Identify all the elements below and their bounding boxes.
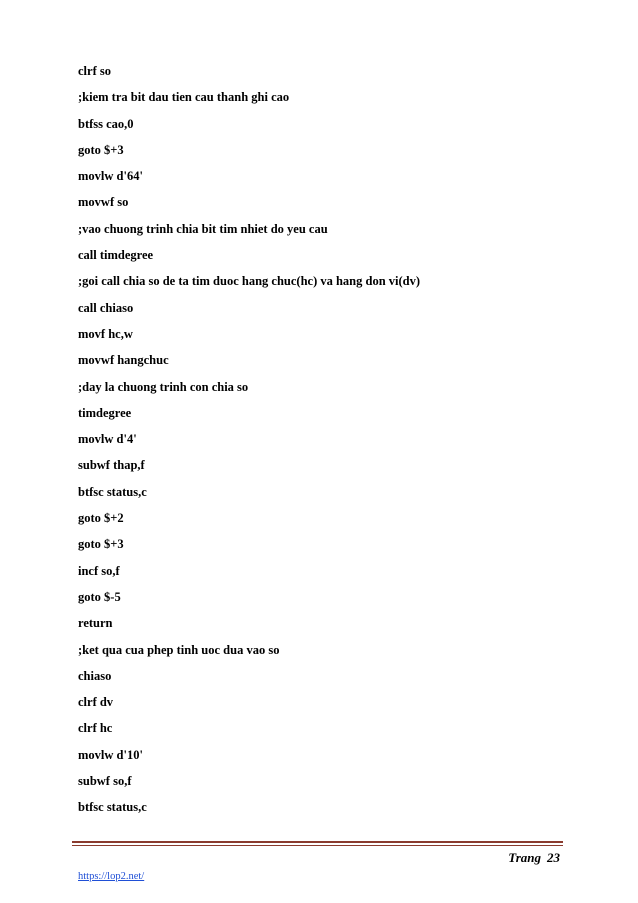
code-line: call timdegree [78,248,154,263]
page-label: Trang [508,850,541,865]
code-line: return [78,616,113,631]
code-line: btfsc status,c [78,484,147,499]
code-line: subwf so,f [78,774,132,789]
code-comment: ;ket qua cua phep tinh uoc dua vao so [78,642,280,657]
code-line: movf hc,w [78,326,133,341]
page-number-value: 23 [547,850,560,865]
code-comment: ;goi call chia so de ta tim duoc hang chuc(hc) va hang don vi(dv) [78,274,421,289]
code-comment: ;vao chuong trinh chia bit tim nhiet do yeu cau [78,221,328,236]
code-line: btfss cao,0 [78,116,134,131]
code-comment: ;day la chuong trinh con chia so [78,379,249,394]
code-line: movlw d'4' [78,432,137,447]
code-label: chiaso [78,668,112,683]
code-line: goto $-5 [78,589,121,604]
code-line: clrf so [78,64,111,78]
footer-divider-thick [72,841,563,843]
code-listing [78,58,420,821]
code-comment: ;kiem tra bit dau tien cau thanh ghi cao [78,90,290,105]
code-label: timdegree [78,405,132,420]
code-line: btfsc status,c [78,800,147,815]
code-line: goto $+3 [78,537,124,552]
source-link[interactable]: https://lop2.net/ [78,871,145,882]
code-line: movwf hangchuc [78,353,169,368]
code-line: clrf hc [78,721,113,736]
code-line: clrf dv [78,695,114,710]
code-line: goto $+3 [78,142,124,157]
code-line: goto $+2 [78,511,124,526]
code-line: incf so,f [78,563,120,578]
code-line: subwf thap,f [78,458,145,473]
code-line: movlw d'64' [78,169,143,184]
page-number [508,850,560,866]
code-line: movlw d'10' [78,747,143,762]
code-line: movwf so [78,195,129,210]
footer-divider-thin [72,845,563,846]
code-line: call chiaso [78,300,134,315]
